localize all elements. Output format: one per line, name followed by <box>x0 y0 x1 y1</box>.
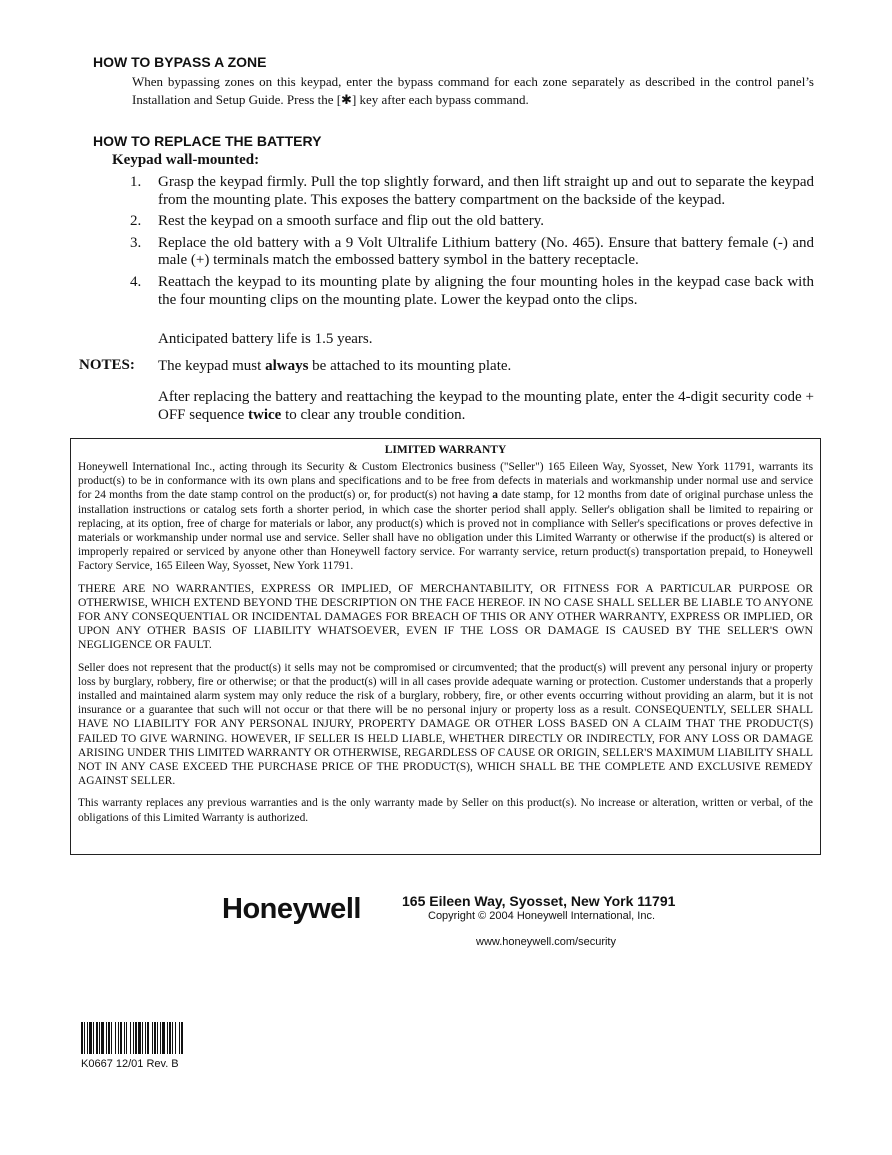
copyright-notice: Copyright © 2004 Honeywell International, Inc. <box>428 910 656 922</box>
warranty-text: Honeywell International Inc., acting through its Security & Custom Electronics business ("Seller") 165 Eileen Way, Syosset, New York 11791, warrants its product(s) to be in conformance with its own plans and specifications and to be free from defects in materials and workmanship under normal use and service for 24 months from the date stamp control on the product(s) or, for product(s) not having <box>78 461 813 502</box>
note-emphasis: twice <box>248 407 282 423</box>
note-text: After replacing the battery and reattaching the keypad to the mounting plate, enter the 4-digit security code + OFF sequence <box>158 389 814 423</box>
barcode-icon <box>81 1022 234 1054</box>
note-text: to clear any trouble condition. <box>281 407 466 423</box>
battery-step-4 <box>130 274 814 309</box>
note-emphasis: always <box>265 358 309 374</box>
limited-warranty-box <box>70 438 821 855</box>
step-text: Reattach the keypad to its mounting plate by aligning the four mounting holes in the keypad case back with the four mounting clips on the mounting plate. Lower the keypad onto the clips. <box>158 273 814 308</box>
step-number: 2. <box>130 213 142 230</box>
replace-battery-heading: HOW TO REPLACE THE BATTERY <box>93 133 322 149</box>
notes-label: NOTES: <box>79 357 135 373</box>
warranty-paragraph-2: THERE ARE NO WARRANTIES, EXPRESS OR IMPLIED, OF MERCHANTABILITY, OR FITNESS FOR A PARTICULAR PURPOSE OR OTHERWISE, WHICH EXTEND BEYOND THE DESCRIPTION ON THE FACE HEREOF. IN NO CASE SHALL SELLER BE LIABLE TO ANYONE FOR ANY CONSEQUENTIAL OR INCIDENTAL DAMAGES FOR BREACH OF THIS OR ANY OTHER WARRANTY, EXPRESS OR IMPLIED, OR UPON ANY OTHER BASIS OF LIABILITY WHATSOEVER, EVEN IF THE LOSS OR DAMAGE IS CAUSED BY THE SELLER'S OWN NEGLIGENCE OR FAULT. <box>78 581 813 652</box>
company-address: 165 Eileen Way, Syosset, New York 11791 <box>402 893 676 909</box>
document-number: K0667 12/01 Rev. B <box>81 1058 179 1070</box>
battery-step-2 <box>130 213 814 231</box>
website-url: www.honeywell.com/security <box>476 936 616 948</box>
step-text: Grasp the keypad firmly. Pull the top slightly forward, and then lift straight up and out to separate the keypad from the mounting plate. This exposes the battery compartment on the backside of the keypad. <box>158 174 814 208</box>
battery-steps-list <box>130 174 814 313</box>
warranty-paragraph-1 <box>78 460 813 574</box>
step-number: 1. <box>130 174 142 190</box>
wall-mounted-subheading: Keypad wall-mounted: <box>112 152 260 168</box>
note-clear-trouble <box>158 388 814 424</box>
warranty-paragraph-4: This warranty replaces any previous warranties and is the only warranty made by Seller on this product(s). No increase or alteration, written or verbal, of the obligations of this Limited Warranty is authorized. <box>78 797 813 824</box>
warranty-text: date stamp, for 12 months from date of original purchase unless the installation instructions or catalog sets forth a shorter period, in which case the shorter period shall apply. Seller's obligation shall be limited to repairing or replacing, at its option, free of charge for materials or labor, any product(s) which is proved not in compliance with Seller's specifications or proves defective in materials or workmanship under normal use and service. Seller shall have no obligation under this Limited Warranty or otherwise if the product(s) is altered or improperly repaired or serviced by anyone other than Honeywell factory service. For warranty service, return product(s) transportation prepaid, to Honeywell Factory Service, 165 Eileen Way, Syosset, New York 11791. <box>78 489 813 573</box>
bypass-zone-instructions: When bypassing zones on this keypad, enter the bypass command for each zone separately as described in the control panel’s Installation and Setup Guide. Press the [✱] key after each bypass command. <box>132 74 814 107</box>
bypass-zone-heading: HOW TO BYPASS A ZONE <box>93 54 267 70</box>
honeywell-logo: Honeywell <box>222 893 361 925</box>
battery-life-note: Anticipated battery life is 1.5 years. <box>158 331 373 347</box>
note-text: The keypad must <box>158 358 266 374</box>
warranty-emphasis: a <box>492 489 498 502</box>
step-text: Rest the keypad on a smooth surface and flip out the old battery. <box>158 213 545 230</box>
step-text: Replace the old battery with a 9 Volt Ultralife Lithium battery (No. 465). Ensure that battery female (-) and male (+) terminals match the embossed battery symbol in the battery receptacle. <box>158 234 814 269</box>
warranty-paragraph-3: Seller does not represent that the product(s) it sells may not be compromised or circumvented; that the product(s) will prevent any personal injury or property loss by burglary, robbery, fire or otherwise; or that the product(s) will in all cases provide adequate warning or protection. Customer understands that a properly installed and maintained alarm system may only reduce the risk of a burglary, robbery, fire, or other events occurring without providing an alarm, but it is not insurance or a guarantee that such will not occur or that there will be no personal injury or property loss as a result. CONSEQUENTLY, SELLER SHALL HAVE NO LIABILITY FOR ANY PERSONAL INJURY, PROPERTY DAMAGE OR OTHER LOSS BASED ON A CLAIM THAT THE PRODUCT(S) FAILED TO GIVE WARNING. HOWEVER, IF SELLER IS HELD LIABLE, WHETHER DIRECTLY OR INDIRECTLY, FOR ANY LOSS OR DAMAGE ARISING UNDER THIS LIMITED WARRANTY OR OTHERWISE, REGARDLESS OF CAUSE OR ORIGIN, SELLER'S MAXIMUM LIABILITY SHALL NOT IN ANY CASE EXCEED THE PURCHASE PRICE OF THE PRODUCT(S), WHICH SHALL BE THE COMPLETE AND EXCLUSIVE REMEDY AGAINST SELLER. <box>78 661 813 788</box>
step-number: 3. <box>130 234 142 251</box>
note-mounting-plate <box>158 357 511 375</box>
battery-step-3 <box>130 235 814 270</box>
note-text: be attached to its mounting plate. <box>308 358 512 374</box>
step-number: 4. <box>130 273 142 290</box>
warranty-title: LIMITED WARRANTY <box>384 444 507 456</box>
battery-step-1 <box>130 174 814 209</box>
